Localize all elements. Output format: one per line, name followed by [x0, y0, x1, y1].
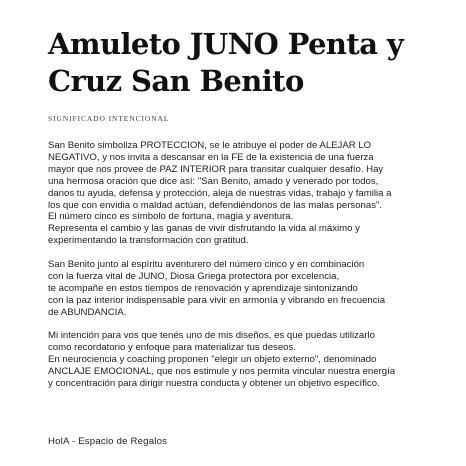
paragraph-intention [48, 330, 440, 390]
paragraph-line: El número cinco es símbolo de fortuna, magia y aventura. [48, 211, 294, 223]
paragraph-line: San Benito simboliza PROTECCION, se le atribuye el poder de ALEJAR LO [48, 140, 372, 151]
paragraph-line: con la paz interior indispensable para vivir en armonía y vibrando en frecuencia [48, 294, 386, 306]
paragraph-line: te acompañe en estos tiempos de renovación y aprendizaje sintonizando [48, 282, 358, 294]
paragraph-line: NEGATIVO, y nos invita a descansar en la FE de la existencia de una fuerza [48, 151, 374, 163]
paragraph-line: con la fuerza vital de JUNO, Diosa Griega protectora por excelencia, [48, 270, 340, 282]
title-line-2: Cruz San Benito [48, 64, 304, 98]
paragraph-line: En neurociencia y coaching proponen "elegir un objeto externo", denominado [48, 354, 377, 366]
paragraph-line: Mi intención para vos que tenés uno de mis diseños, es que puedas utilizarlo [48, 330, 375, 342]
paragraph-juno [48, 259, 440, 319]
paragraph-line: danos tu ayuda, defensa y protección, aleja de nuestras vidas, trabajo y familia a [48, 187, 392, 199]
paragraph-line: y concentración para dirigir nuestra conducta y obtener un objetivo específico. [48, 378, 380, 390]
paragraph-line: ANCLAJE EMOCIONAL, que nos estimule y nos permita vincular nuestra energía [48, 366, 396, 378]
document-page [48, 26, 440, 402]
paragraph-line: de ABUNDANCIA. [48, 306, 127, 318]
paragraph-line: San Benito junto al espíritu aventurero del número cinco y en combinación [48, 259, 365, 271]
paragraph-line: mayor que nos provee de PAZ INTERIOR para transitar cualquier desafío. Hay [48, 163, 384, 175]
paragraph-line: una hermosa oración que dice así: "San Benito, amado y venerado por todos, [48, 175, 379, 187]
paragraph-protection [48, 140, 440, 247]
footer-brand: HolA - Espacio de Regalos [48, 436, 168, 447]
body-text [48, 140, 440, 390]
title-line-1: Amuleto JUNO Penta y [48, 27, 404, 61]
paragraph-line: como recordatorio y enfoque para materializar tus deseos. [48, 342, 296, 354]
paragraph-line: Representa el cambio y las ganas de vivir disfrutando la vida al máximo y [48, 223, 360, 235]
paragraph-line: experimentando la transformación con gratitud. [48, 235, 249, 247]
subtitle: SIGNIFICADO INTENCIONAL [48, 114, 170, 123]
page-title [48, 26, 440, 100]
paragraph-line: los que con envidia o maldad actúan, defendiéndonos de las malas personas". [48, 199, 383, 211]
